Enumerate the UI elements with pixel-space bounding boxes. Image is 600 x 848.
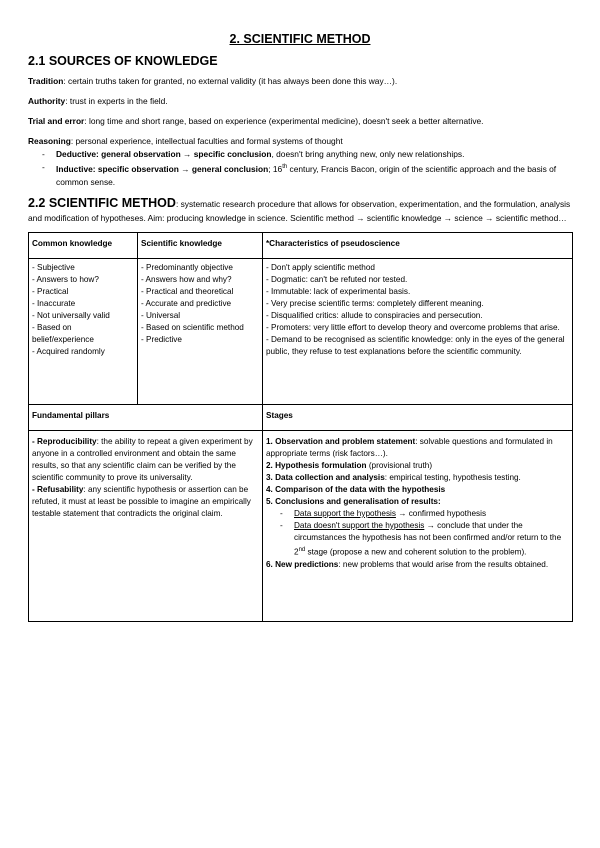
list-item-inductive: - Inductive: specific observation → general conclusion; 16th century, Francis Bacon, origin of the scientific approach and the basis of common sense.	[28, 161, 572, 189]
paragraph-authority: Authority: trust in experts in the field.	[28, 96, 168, 106]
stage-1: 1. Observation and problem statement: solvable questions and formulated in appropriate terms (risk factors…).	[266, 436, 553, 458]
stage-5-support: - Data support the hypothesis → confirmed hypothesis	[266, 508, 569, 520]
stage-4: 4. Comparison of the data with the hypothesis	[266, 484, 446, 494]
page-title: 2. SCIENTIFIC METHOD	[229, 32, 371, 46]
document-page	[28, 32, 572, 622]
header-pseudoscience: *Characteristics of pseudoscience	[263, 232, 573, 258]
cell-scientific-knowledge: - Predominantly objective - Answers how and why? - Practical and theoretical - Accurate and predictive - Universal - Based on scientific method - Predictive	[138, 258, 263, 404]
paragraph-tradition: Tradition: certain truths taken for granted, no external validity (it has always been done this way…).	[28, 76, 398, 86]
cell-pseudoscience: - Don't apply scientific method - Dogmatic: can't be refuted nor tested. - Immutable: lack of experimental basis. - Very precise scientific terms: completely different meaning. - Disqualified critics: allude to conspiracies and persecution. - Promoters: very little effort to develop theory and overcome problems that arise. - Demand to be recognised as scientific knowledge: only in the eyes of the general public, they refuse to test explanations before the scientific community.	[263, 258, 573, 404]
section-heading-scientific-method: 2.2 SCIENTIFIC METHOD	[28, 195, 176, 210]
pillar-refusability: - Refusability: any scientific hypothesis or assertion can be refuted, it must at least be possible to imagine an empirically testable statement that contradicts the original claim.	[32, 484, 251, 518]
paragraph-trial-error: Trial and error: long time and short range, based on experience (experimental medicine), doesn't seek a better alternative.	[28, 116, 484, 126]
cell-common-knowledge: - Subjective - Answers to how? - Practical - Inaccurate - Not universally valid - Based on belief/experience - Acquired randomly	[29, 258, 138, 404]
cell-pillars	[29, 430, 263, 621]
section-heading-sources: 2.1 SOURCES OF KNOWLEDGE	[28, 54, 218, 68]
header-stages: Stages	[263, 404, 573, 430]
cell-stages	[263, 430, 573, 621]
stages-list	[266, 436, 569, 571]
stage-5-no-support: - Data doesn't support the hypothesis → conclude that under the circumstances the hypothesis has not been confirmed and/or return to the 2nd stage (propose a new and coherent solution to the problem).	[266, 520, 569, 559]
stage-2: 2. Hypothesis formulation (provisional truth)	[266, 460, 433, 470]
pillar-reproducibility: - Reproducibility: the ability to repeat a given experiment by anyone in a controlled environment and obtain the same results, so that any scientific claim can be verified by the scientific community to prove its universality.	[32, 436, 253, 482]
stage-6: 6. New predictions: new problems that would arise from the results obtained.	[266, 559, 549, 569]
header-fundamental-pillars: Fundamental pillars	[29, 404, 263, 430]
header-scientific-knowledge: Scientific knowledge	[138, 232, 263, 258]
reasoning-list	[28, 148, 572, 189]
stage-5: 5. Conclusions and generalisation of results:	[266, 496, 441, 506]
list-item-deductive: - Deductive: general observation → specific conclusion, doesn't bring anything new, only new relationships.	[28, 148, 572, 161]
stage-3: 3. Data collection and analysis: empirical testing, hypothesis testing.	[266, 472, 521, 482]
header-common-knowledge: Common knowledge	[29, 232, 138, 258]
paragraph-reasoning: Reasoning: personal experience, intellectual faculties and formal systems of thought	[28, 136, 343, 146]
knowledge-table	[28, 232, 573, 622]
paragraph-scientific-method: 2.2 SCIENTIFIC METHOD: systematic research procedure that allows for observation, experimentation, and the formulation, analysis and modification of hypotheses. Aim: producing knowledge in science. Scientific method → scientific knowledge → science → scientific method…	[28, 195, 571, 224]
